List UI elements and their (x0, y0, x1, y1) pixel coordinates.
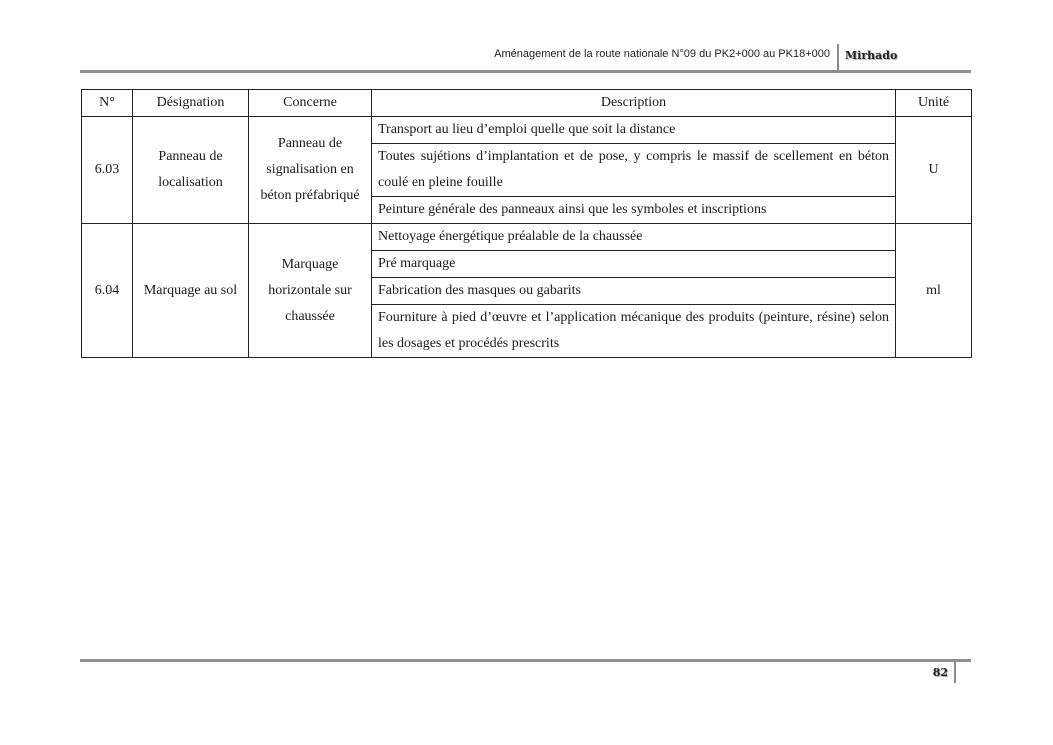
header-designation: Désignation (133, 90, 249, 117)
row-description: Pré marquage (372, 251, 896, 278)
header-unite: Unité (896, 90, 972, 117)
row-number: 6.04 (82, 224, 133, 358)
table-header-row (82, 90, 972, 117)
specification-table (81, 89, 972, 358)
header-concerne: Concerne (249, 90, 372, 117)
row-number: 6.03 (82, 117, 133, 224)
header-divider (837, 44, 839, 71)
footer-divider (954, 661, 956, 683)
row-concerne: Panneau de signalisation en béton préfabriqué (249, 117, 372, 224)
row-description: Fourniture à pied d’œuvre et l’application mécanique des produits (peinture, résine) selon les dosages et procédés prescrits (372, 305, 896, 358)
row-designation: Panneau de localisation (133, 117, 249, 224)
row-concerne: Marquage horizontale sur chaussée (249, 224, 372, 358)
row-unite: U (896, 117, 972, 224)
header-number: N° (82, 90, 133, 117)
row-description: Toutes sujétions d’implantation et de pose, y compris le massif de scellement en béton coulé en pleine fouille (372, 144, 896, 197)
header-description: Description (372, 90, 896, 117)
table-row (82, 117, 972, 144)
header-title: Aménagement de la route nationale N°09 du PK2+000 au PK18+000 (494, 48, 830, 60)
table-row (82, 224, 972, 251)
header-brand: Mirhado (845, 49, 898, 62)
row-unite: ml (896, 224, 972, 358)
header-rule (80, 70, 971, 73)
row-description: Peinture générale des panneaux ainsi que les symboles et inscriptions (372, 197, 896, 224)
footer-rule (80, 659, 971, 662)
row-description: Nettoyage énergétique préalable de la chaussée (372, 224, 896, 251)
page-number: 82 (932, 666, 948, 679)
row-description: Fabrication des masques ou gabarits (372, 278, 896, 305)
row-description: Transport au lieu d’emploi quelle que soit la distance (372, 117, 896, 144)
row-designation: Marquage au sol (133, 224, 249, 358)
